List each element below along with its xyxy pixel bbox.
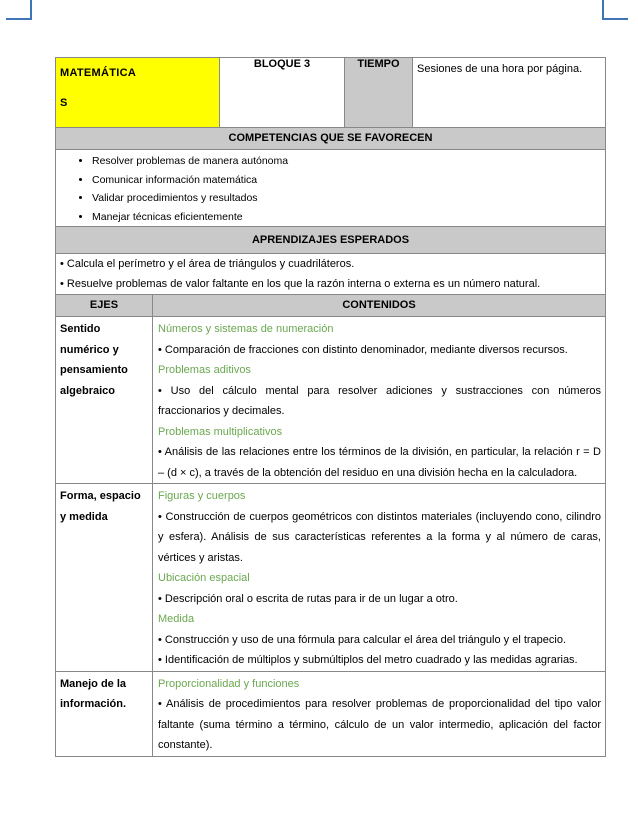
topic-title: Proporcionalidad y funciones [158, 677, 300, 690]
topic-title: Ubicación espacial [158, 572, 250, 585]
topic-title: Medida [158, 613, 195, 626]
topic-title: Problemas multiplicativos [158, 425, 283, 438]
topic-item: • Uso del cálculo mental para resolver adiciones y sustracciones con números fraccionarios y decimales. [158, 384, 601, 418]
aprendizajes-heading: APRENDIZAJES ESPERADOS [56, 227, 606, 254]
topic-title: Números y sistemas de numeración [158, 323, 334, 336]
topic-title: Problemas aditivos [158, 364, 251, 377]
topic-item: • Construcción de cuerpos geométricos con distintos materiales (incluyendo cono, cilindro y esfera). Análisis de sus características referentes a la forma y al número de caras, vértices y aristas. [158, 510, 601, 564]
table-row [56, 671, 606, 756]
aprendizajes-list [56, 254, 606, 295]
topic-item: • Análisis de las relaciones entre los términos de la división, en particular, la relación r = D – (d × c), a través de la obtención del residuo en una división hecha en la calculadora. [158, 446, 601, 479]
header-row [56, 58, 606, 128]
list-item: • Calcula el perímetro y el área de triángulos y cuadriláteros. [60, 258, 355, 271]
list-item: • Manejar técnicas eficientemente [92, 208, 605, 227]
contenidos-column-header: CONTENIDOS [153, 295, 606, 317]
contenidos-cell [153, 484, 606, 672]
contenidos-cell [153, 671, 606, 756]
topic-item: • Comparación de fracciones con distinto denominador, mediante diversos recursos. [158, 343, 568, 356]
eje-cell: Forma, espacio y medida [56, 484, 153, 672]
list-item: • Comunicar información matemática [92, 171, 605, 190]
contenidos-cell [153, 317, 606, 484]
table-row [56, 317, 606, 484]
list-item: • Resolver problemas de manera autónoma [92, 152, 605, 171]
sessions-text: Sesiones de una hora por página. [413, 58, 606, 128]
topic-title: Figuras y cuerpos [158, 490, 246, 503]
ejes-column-header: EJES [56, 295, 153, 317]
topic-item: • Análisis de procedimientos para resolver problemas de proporcionalidad del tipo valor faltante (suma término a término, cálculo de un valor intermedio, aplicación del factor constante). [158, 698, 601, 752]
block-label: BLOQUE 3 [220, 58, 345, 128]
page-corner-mark-top-left [6, 0, 32, 20]
list-item: • Resuelve problemas de valor faltante en los que la razón interna o externa es un número natural. [60, 278, 541, 291]
eje-cell: Sentido numérico y pensamiento algebraico [56, 317, 153, 484]
topic-item: • Descripción oral o escrita de rutas para ir de un lugar a otro. [158, 592, 458, 605]
subject-title-line2: S [60, 97, 68, 109]
topic-item: • Identificación de múltiplos y submúltiplos del metro cuadrado y las medidas agrarias. [158, 654, 578, 667]
subject-title-line1: MATEMÁTICA [60, 67, 137, 79]
topic-item: • Construcción y uso de una fórmula para calcular el área del triángulo y el trapecio. [158, 633, 567, 646]
competencias-heading: COMPETENCIAS QUE SE FAVORECEN [56, 128, 606, 150]
subject-title [56, 58, 220, 128]
eje-cell: Manejo de la información. [56, 671, 153, 756]
time-label: TIEMPO [345, 58, 413, 128]
list-item: • Validar procedimientos y resultados [92, 189, 605, 208]
competencias-list [56, 150, 606, 227]
table-row [56, 484, 606, 672]
planning-table [55, 57, 606, 757]
page-corner-mark-top-right [602, 0, 628, 20]
